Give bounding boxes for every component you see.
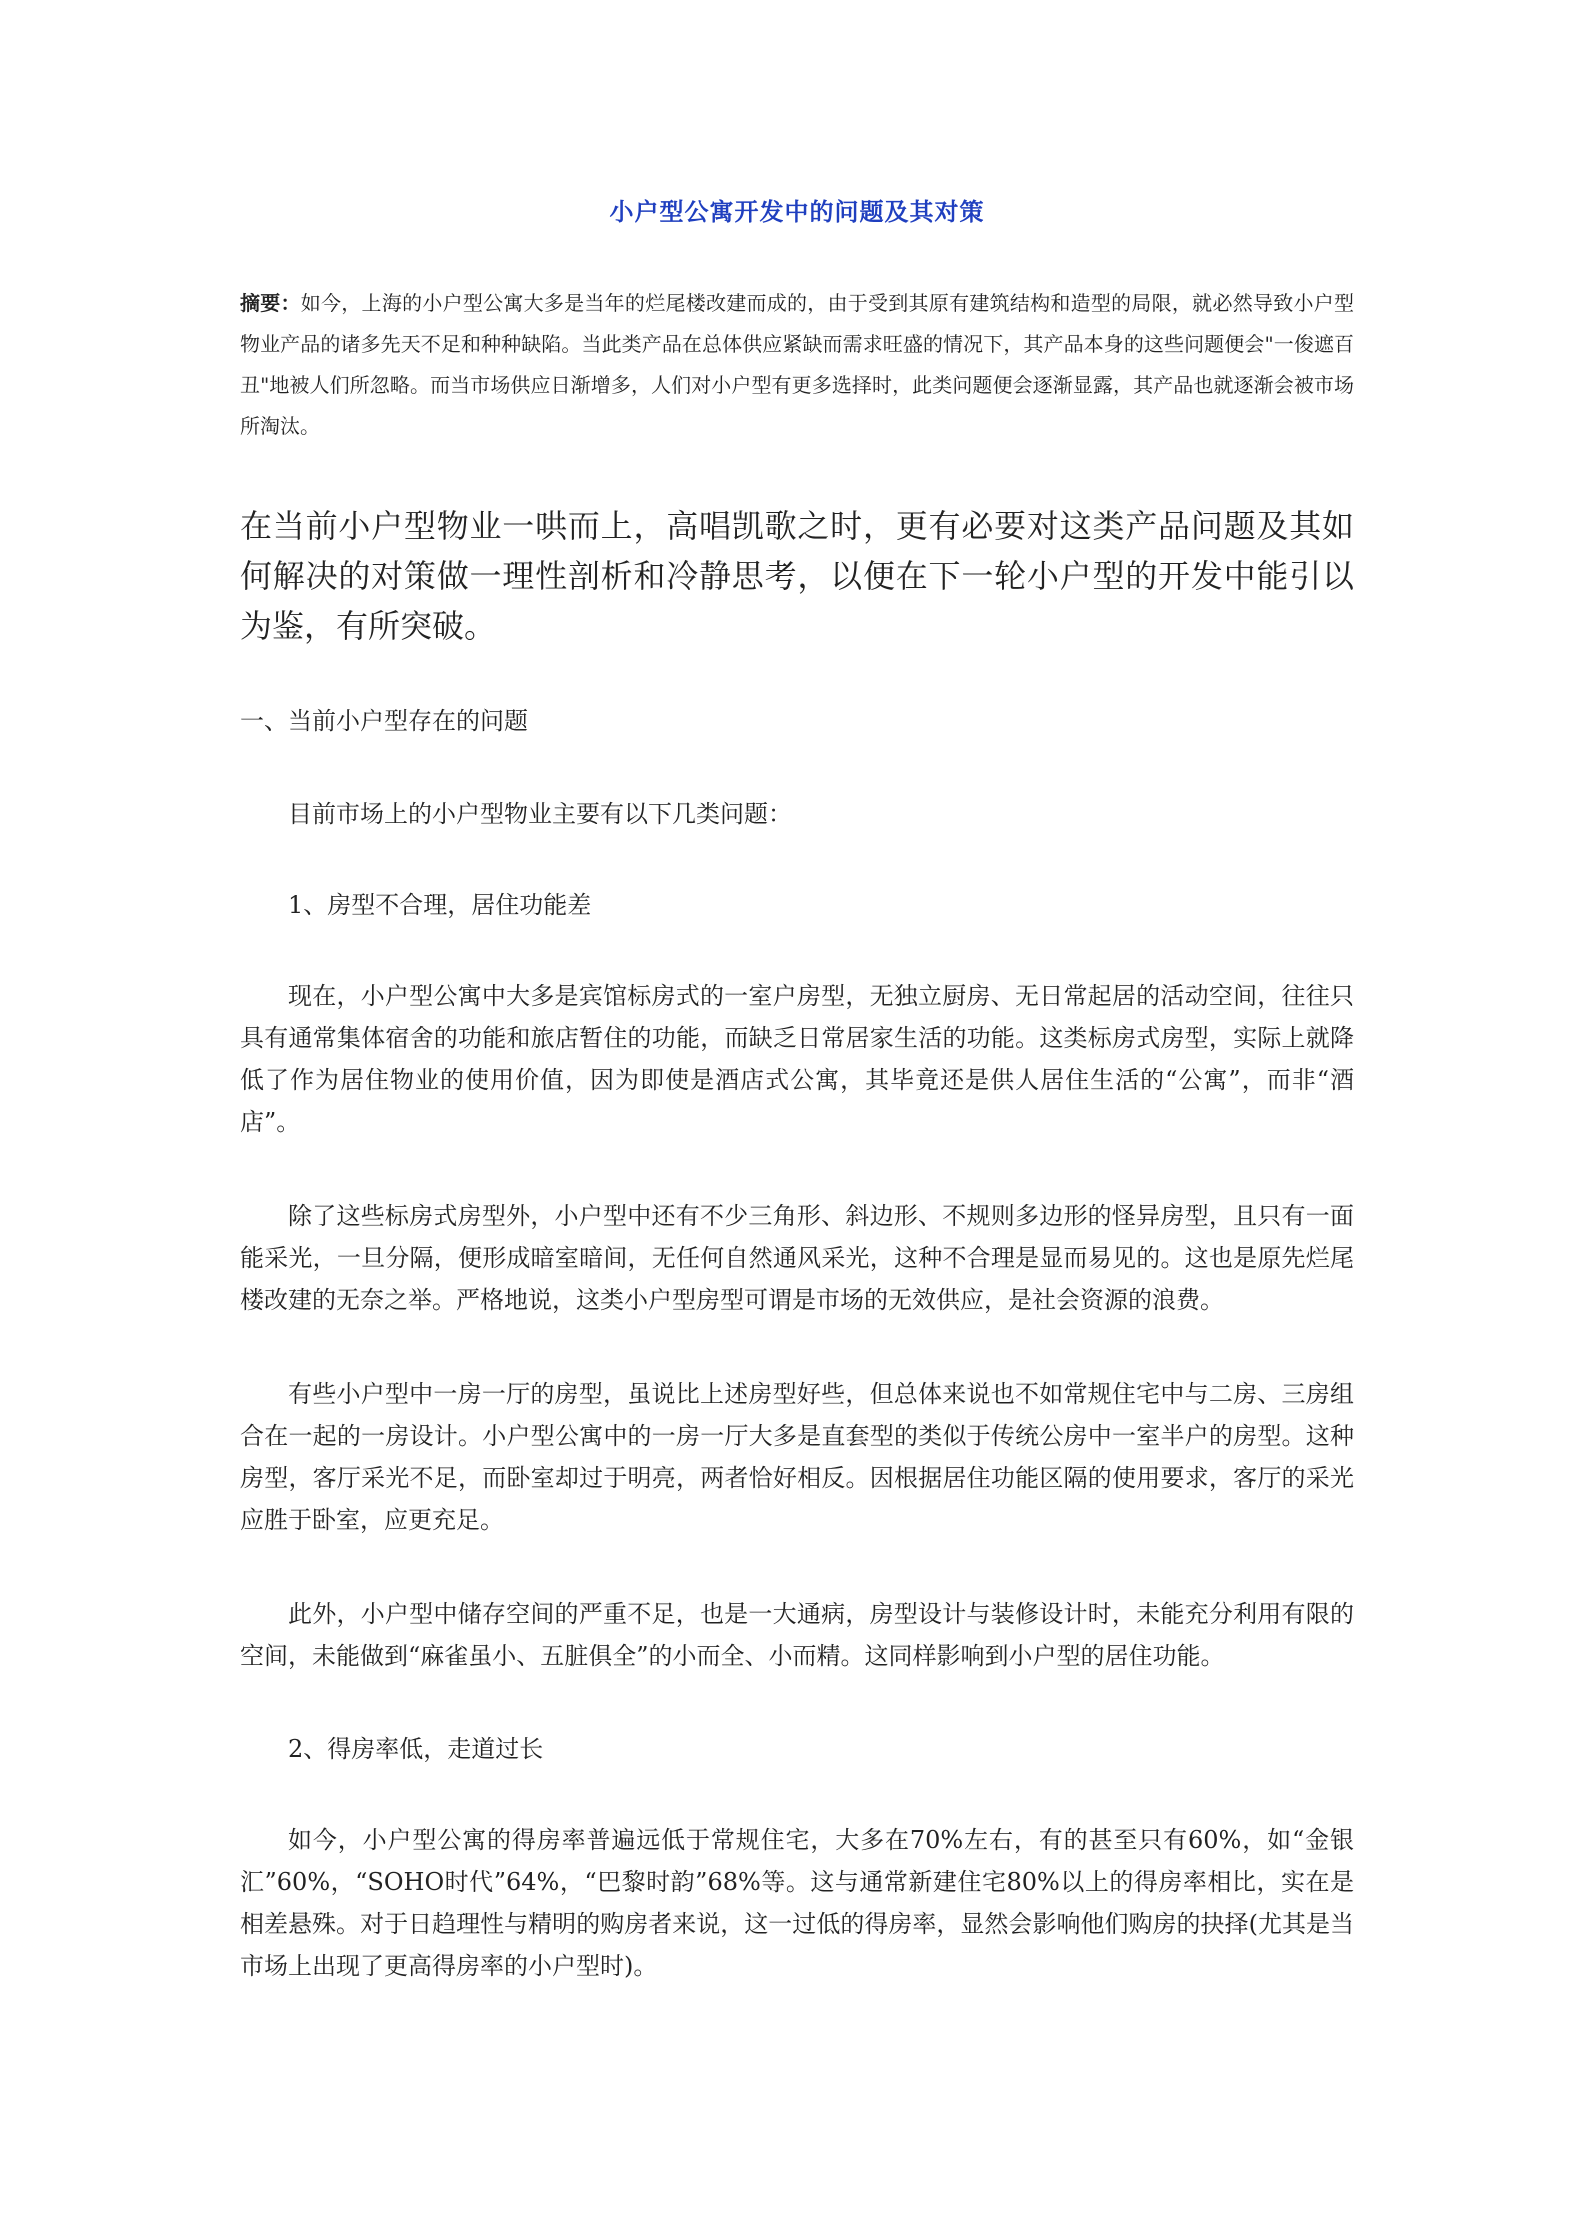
paragraph: 除了这些标房式房型外，小户型中还有不少三角形、斜边形、不规则多边形的怪异房型，且只有一面能采光，一旦分隔，便形成暗室暗间，无任何自然通风采光，这种不合理是显而易见的。这也是原先烂尾楼改建的无奈之举。严格地说，这类小户型房型可谓是市场的无效供应，是社会资源的浪费。 xyxy=(240,1202,1354,1314)
abstract-text: 如今，上海的小户型公寓大多是当年的烂尾楼改建而成的，由于受到其原有建筑结构和造型的局限，就必然导致小户型物业产品的诸多先天不足和种种缺陷。当此类产品在总体供应紧缺而需求旺盛的情况下，其产品本身的这些问题便会"一俊遮百丑"地被人们所忽略。而当市场供应日渐增多，人们对小户型有更多选择时，此类问题便会逐渐显露，其产品也就逐渐会被市场所淘汰。 xyxy=(240,291,1355,438)
subsection-heading-2: 2、得房率低，走道过长 xyxy=(288,1735,544,1763)
section-heading: 一、当前小户型存在的问题 xyxy=(240,707,528,735)
document-title: 小户型公寓开发中的问题及其对策 xyxy=(609,197,985,226)
lead-paragraph: 在当前小户型物业一哄而上，高唱凯歌之时，更有必要对这类产品问题及其如何解决的对策做一理性剖析和冷静思考，以便在下一轮小户型的开发中能引以为鉴，有所突破。 xyxy=(240,507,1354,645)
subsection-heading-1: 1、房型不合理，居住功能差 xyxy=(288,891,592,919)
paragraph: 有些小户型中一房一厅的房型，虽说比上述房型好些，但总体来说也不如常规住宅中与二房、三房组合在一起的一房设计。小户型公寓中的一房一厅大多是直套型的类似于传统公房中一室半户的房型。这种房型，客厅采光不足，而卧室却过于明亮，两者恰好相反。因根据居住功能区隔的使用要求，客厅的采光应胜于卧室，应更充足。 xyxy=(240,1380,1354,1534)
abstract-label: 摘要： xyxy=(240,291,301,315)
abstract xyxy=(240,283,1354,447)
paragraph: 此外，小户型中储存空间的严重不足，也是一大通病，房型设计与装修设计时，未能充分利用有限的空间，未能做到“麻雀虽小、五脏俱全”的小而全、小而精。这同样影响到小户型的居住功能。 xyxy=(240,1600,1354,1670)
paragraph: 现在，小户型公寓中大多是宾馆标房式的一室户房型，无独立厨房、无日常起居的活动空间，往往只具有通常集体宿舍的功能和旅店暂住的功能，而缺乏日常居家生活的功能。这类标房式房型，实际上就降低了作为居住物业的使用价值，因为即使是酒店式公寓，其毕竟还是供人居住生活的“公寓”，而非“酒店”。 xyxy=(240,982,1354,1136)
paragraph: 如今，小户型公寓的得房率普遍远低于常规住宅，大多在70%左右，有的甚至只有60%，如“金银汇”60%，“SOHO时代”64%，“巴黎时韵”68%等。这与通常新建住宅80%以上的得房率相比，实在是相差悬殊。对于日趋理性与精明的购房者来说，这一过低的得房率，显然会影响他们购房的抉择(尤其是当市场上出现了更高得房率的小户型时)。 xyxy=(240,1826,1354,1980)
section-intro: 目前市场上的小户型物业主要有以下几类问题： xyxy=(288,800,792,828)
